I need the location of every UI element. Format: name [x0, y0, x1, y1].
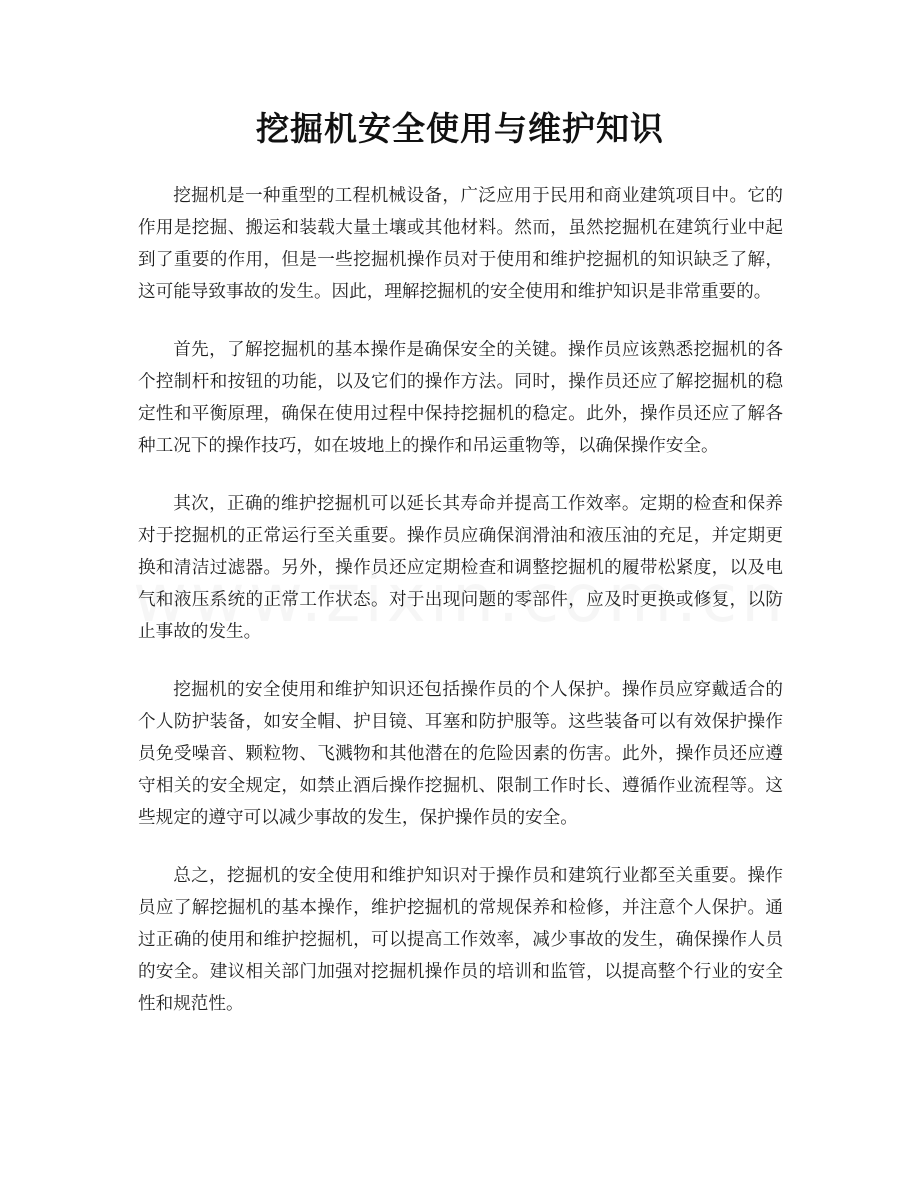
paragraph-intro: 挖掘机是一种重型的工程机械设备，广泛应用于民用和商业建筑项目中。它的作用是挖掘、搬运和装载大量土壤或其他材料。然而，虽然挖掘机在建筑行业中起到了重要的作用，但是一些挖掘机操作员对于使用和维护挖掘机的知识缺乏了解，这可能导致事故的发生。因此，理解挖掘机的安全使用和维护知识是非常重要的。	[138, 186, 783, 302]
paragraph-personal-protection: 挖掘机的安全使用和维护知识还包括操作员的个人保护。操作员应穿戴适合的个人防护装备，如安全帽、护目镜、耳塞和防护服等。这些装备可以有效保护操作员免受噪音、颗粒物、飞溅物和其他潜在的危险因素的伤害。此外，操作员还应遵守相关的安全规定，如禁止酒后操作挖掘机、限制工作时长、遵循作业流程等。这些规定的遵守可以减少事故的发生，保护操作员的安全。	[138, 680, 783, 828]
document-title: 挖掘机安全使用与维护知识	[256, 109, 664, 148]
document-body	[138, 180, 783, 1046]
paragraph-conclusion: 总之，挖掘机的安全使用和维护知识对于操作员和建筑行业都至关重要。操作员应了解挖掘机的基本操作，维护挖掘机的常规保养和检修，并注意个人保护。通过正确的使用和维护挖掘机，可以提高工作效率，减少事故的发生，确保操作人员的安全。建议相关部门加强对挖掘机操作员的培训和监管，以提高整个行业的安全性和规范性。	[138, 866, 783, 1014]
paragraph-maintenance: 其次，正确的维护挖掘机可以延长其寿命并提高工作效率。定期的检查和保养对于挖掘机的正常运行至关重要。操作员应确保润滑油和液压油的充足，并定期更换和清洁过滤器。另外，操作员还应定期检查和调整挖掘机的履带松紧度，以及电气和液压系统的正常工作状态。对于出现问题的零部件，应及时更换或修复，以防止事故的发生。	[138, 494, 783, 642]
paragraph-basic-operation: 首先，了解挖掘机的基本操作是确保安全的关键。操作员应该熟悉挖掘机的各个控制杆和按钮的功能，以及它们的操作方法。同时，操作员还应了解挖掘机的稳定性和平衡原理，确保在使用过程中保持挖掘机的稳定。此外，操作员还应了解各种工况下的操作技巧，如在坡地上的操作和吊运重物等，以确保操作安全。	[138, 340, 783, 456]
